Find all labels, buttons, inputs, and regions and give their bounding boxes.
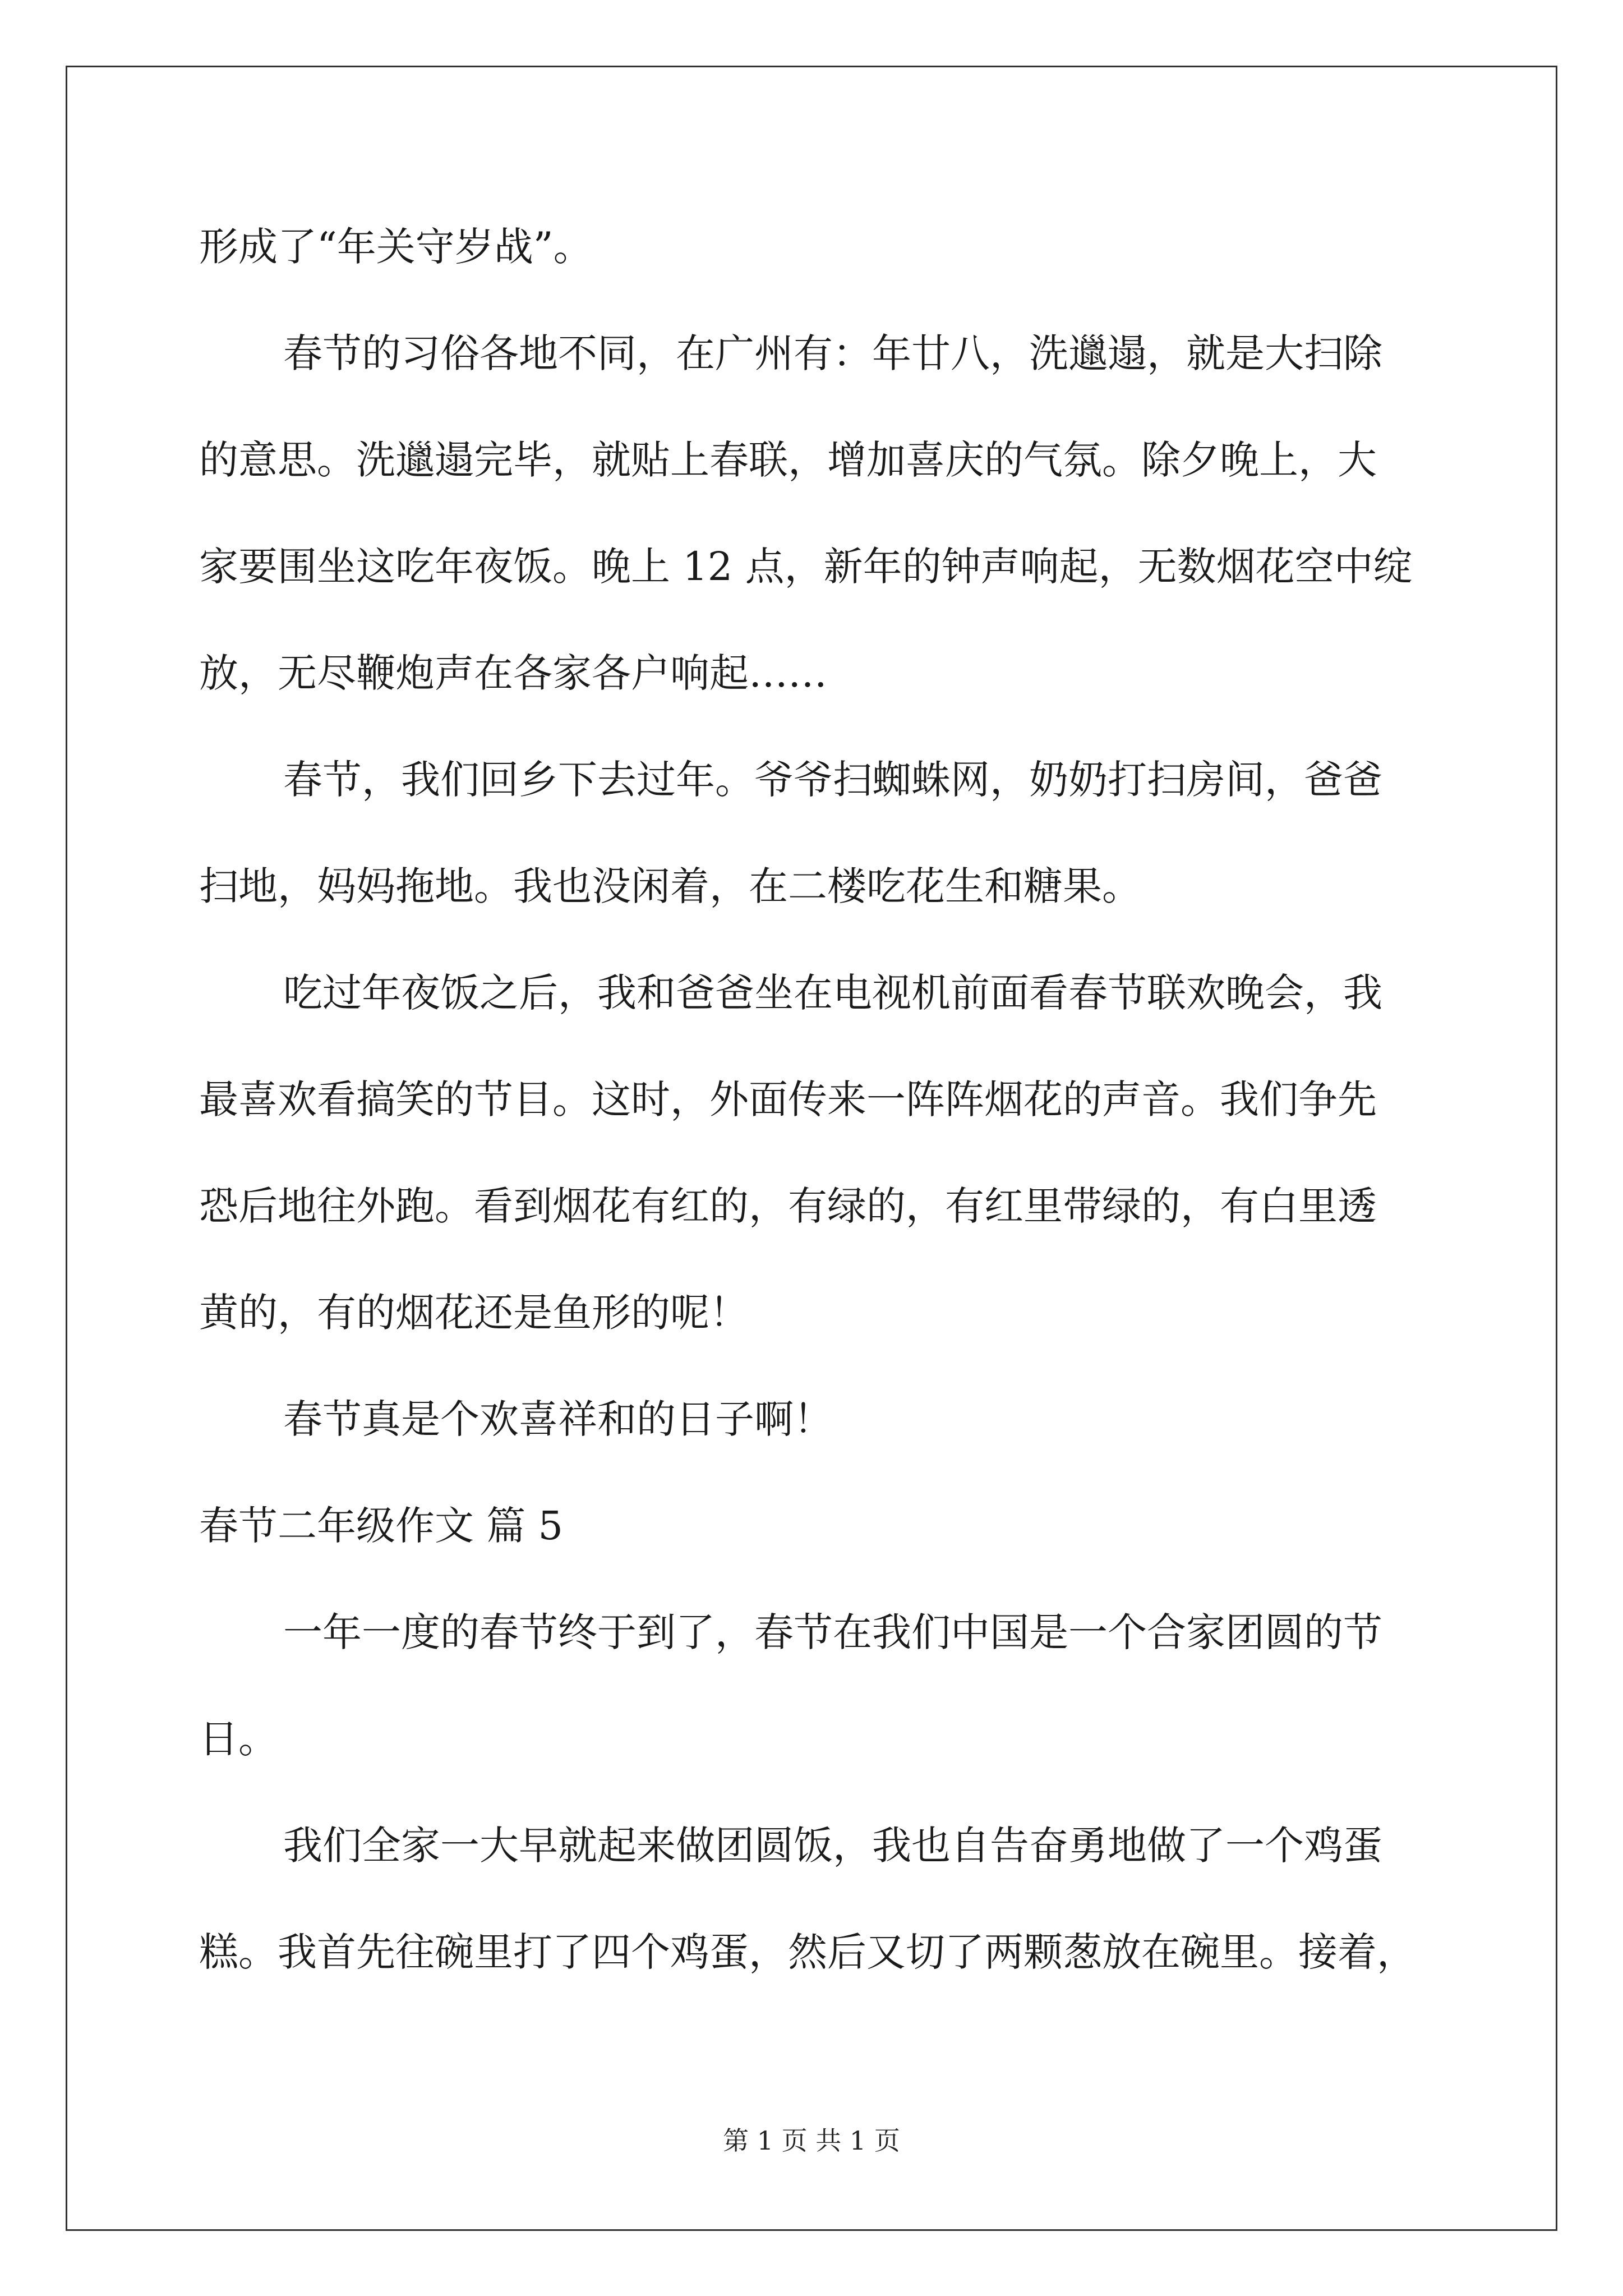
page-footer: 第 1 页 共 1 页 <box>723 2125 900 2156</box>
text-line: 放，无尽鞭炮声在各家各户响起…… <box>199 650 827 696</box>
text-line: 家要围坐这吃年夜饭。晚上 12 点，新年的钟声响起，无数烟花空中绽 <box>199 544 1413 590</box>
text-line: 糕。我首先往碗里打了四个鸡蛋，然后又切了两颗葱放在碗里。接着， <box>199 1929 1416 1975</box>
section-heading: 春节二年级作文 篇 5 <box>199 1503 564 1549</box>
text-line: 春节，我们回乡下去过年。爷爷扫蜘蛛网，奶奶打扫房间，爸爸 <box>283 757 1382 803</box>
text-line: 春节真是个欢喜祥和的日子啊！ <box>283 1396 833 1442</box>
text-line: 恐后地往外跑。看到烟花有红的，有绿的，有红里带绿的，有白里透 <box>199 1183 1377 1229</box>
text-line: 扫地，妈妈拖地。我也没闲着，在二楼吃花生和糖果。 <box>199 863 1141 909</box>
text-line: 吃过年夜饭之后，我和爸爸坐在电视机前面看春节联欢晚会，我 <box>283 970 1382 1016</box>
text-line: 的意思。洗邋遢完毕，就贴上春联，增加喜庆的气氛。除夕晚上，大 <box>199 437 1377 483</box>
text-line: 一年一度的春节终于到了，春节在我们中国是一个合家团圆的节 <box>283 1609 1382 1655</box>
text-line: 我们全家一大早就起来做团圆饭，我也自告奋勇地做了一个鸡蛋 <box>283 1823 1382 1869</box>
text-line: 最喜欢看搞笑的节目。这时，外面传来一阵阵烟花的声音。我们争先 <box>199 1076 1377 1122</box>
text-line: 形成了“年关守岁战”。 <box>199 224 593 270</box>
document-body <box>199 194 1433 2005</box>
text-line: 日。 <box>199 1716 278 1762</box>
text-line: 春节的习俗各地不同，在广州有：年廿八，洗邋遢，就是大扫除 <box>283 330 1382 376</box>
text-line: 黄的，有的烟花还是鱼形的呢！ <box>199 1290 749 1336</box>
